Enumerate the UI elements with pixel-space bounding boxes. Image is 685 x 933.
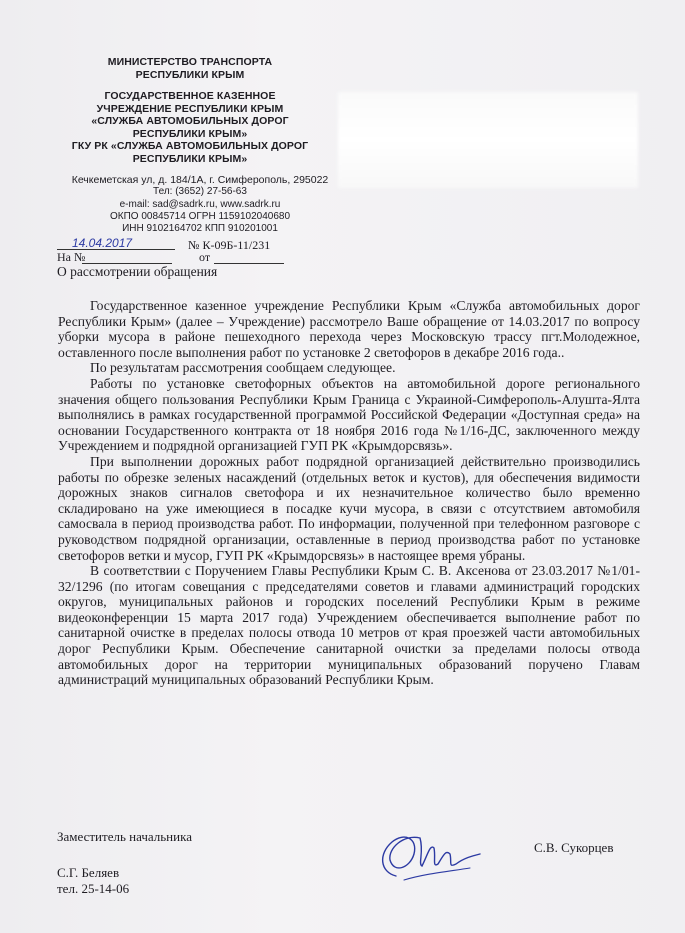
redacted-recipient: [338, 92, 638, 188]
handwritten-signature: [374, 824, 484, 886]
institution-line: РЕСПУБЛИКИ КРЫМ»: [132, 127, 248, 140]
ministry-line: МИНИСТЕРСТВО ТРАНСПОРТА: [107, 56, 273, 68]
body-paragraph: Работы по установке светофорных объектов на автомобильной дороге регионального значения общего пользования Республики Крым Граница с Украиной-Симферополь-Алушта-Ялта выполнялись в рамках государственной программой Российской Федерации «Доступная среда» на основании Государственного контракта от 18 ноября 2016 года №1/16-ДС, заключенного между Учреждением и подрядной организацией ГУП РК «Крымдорсвязь».: [58, 375, 640, 454]
address-line: Кечкеметская ул, д. 184/1А, г. Симферополь, 295022: [71, 174, 329, 186]
letter-body: [58, 298, 640, 688]
incoming-label: На №: [57, 250, 86, 264]
institution-header: [40, 90, 340, 165]
phone-line: Тел: (3652) 27-56-63: [153, 186, 247, 197]
from-label: от: [199, 250, 211, 264]
executor-name: С.Г. Беляев: [57, 865, 120, 880]
email-line: e-mail: sad@sadrk.ru, www.sadrk.ru: [119, 199, 281, 210]
registration-date: 14.04.2017: [72, 236, 133, 250]
subject-line: О рассмотрении обращения: [57, 264, 218, 279]
from-underline: [214, 263, 284, 264]
institution-line: ГОСУДАРСТВЕННОЕ КАЗЕННОЕ: [104, 90, 276, 102]
signatory-name: С.В. Сукорцев: [534, 840, 614, 855]
ministry-header: [40, 56, 340, 81]
executor-phone: тел. 25-14-06: [57, 881, 130, 896]
okpo-line: ОКПО 00845714 ОГРН 1159102040680: [109, 211, 291, 222]
body-paragraph: Государственное казенное учреждение Республики Крым «Служба автомобильных дорог Республики Крым» (далее – Учреждение) рассмотрело Ваше обращение от 14.03.2017 по вопросу уборки мусора в районе пешеходного перехода через Московскую трассу пгт.Молодежное, оставленного после выполнения работ по установке 2 светофоров в декабре 2016 года..: [58, 298, 640, 360]
inn-line: ИНН 9102164702 КПП 910201001: [122, 223, 278, 234]
body-paragraph: При выполнении дорожных работ подрядной организацией действительно производились работы по обрезке зеленых насаждений (отдельных веток и кустов), для обеспечения видимости дорожных знаков сигналов светофора и их незначительное количество было временно складировано на уже имеющиеся в посадке кучи мусора, в связи с отсутствием автомобиля самосвала в период производства работ. По информации, полученной при телефонном разговоре с руководством подрядной организации, оставленные в период производства работ по установке светофоров ветки и мусор, ГУП РК «Крымдорсвязь» в настоящее время убраны.: [58, 453, 640, 563]
institution-line: РЕСПУБЛИКИ КРЫМ»: [132, 152, 248, 165]
institution-line: «СЛУЖБА АВТОМОБИЛЬНЫХ ДОРОГ: [91, 115, 289, 127]
body-paragraph: В соответствии с Поручением Главы Республики Крым С. В. Аксенова от 23.03.2017 №1/01-32/1296 (по итогам совещания с председателями советов и главами администраций городских округов, муниципальных районов и городских поселений Республики Крым в режиме видеоконференции 15 марта 2017 года) Учреждением обеспечивается выполнение работ по санитарной очистке в пределах полосы отвода 10 метров от края проезжей части автомобильных дорог Республики Крым. Обеспечение санитарной очистки за пределами полосы отвода автомобильных дорог на территории муниципальных образований поручено Главам администраций муниципальных образований Республики Крым.: [58, 563, 640, 688]
institution-line: УЧРЕЖДЕНИЕ РЕСПУБЛИКИ КРЫМ: [96, 102, 284, 115]
outgoing-number: № К-09Б-11/231: [188, 238, 271, 252]
signatory-position: Заместитель начальника: [57, 829, 192, 844]
ministry-line: РЕСПУБЛИКИ КРЫМ: [135, 68, 245, 81]
body-paragraph: По результатам рассмотрения сообщаем следующее.: [90, 360, 396, 376]
institution-line: ГКУ РК «СЛУЖБА АВТОМОБИЛЬНЫХ ДОРОГ: [71, 140, 309, 152]
